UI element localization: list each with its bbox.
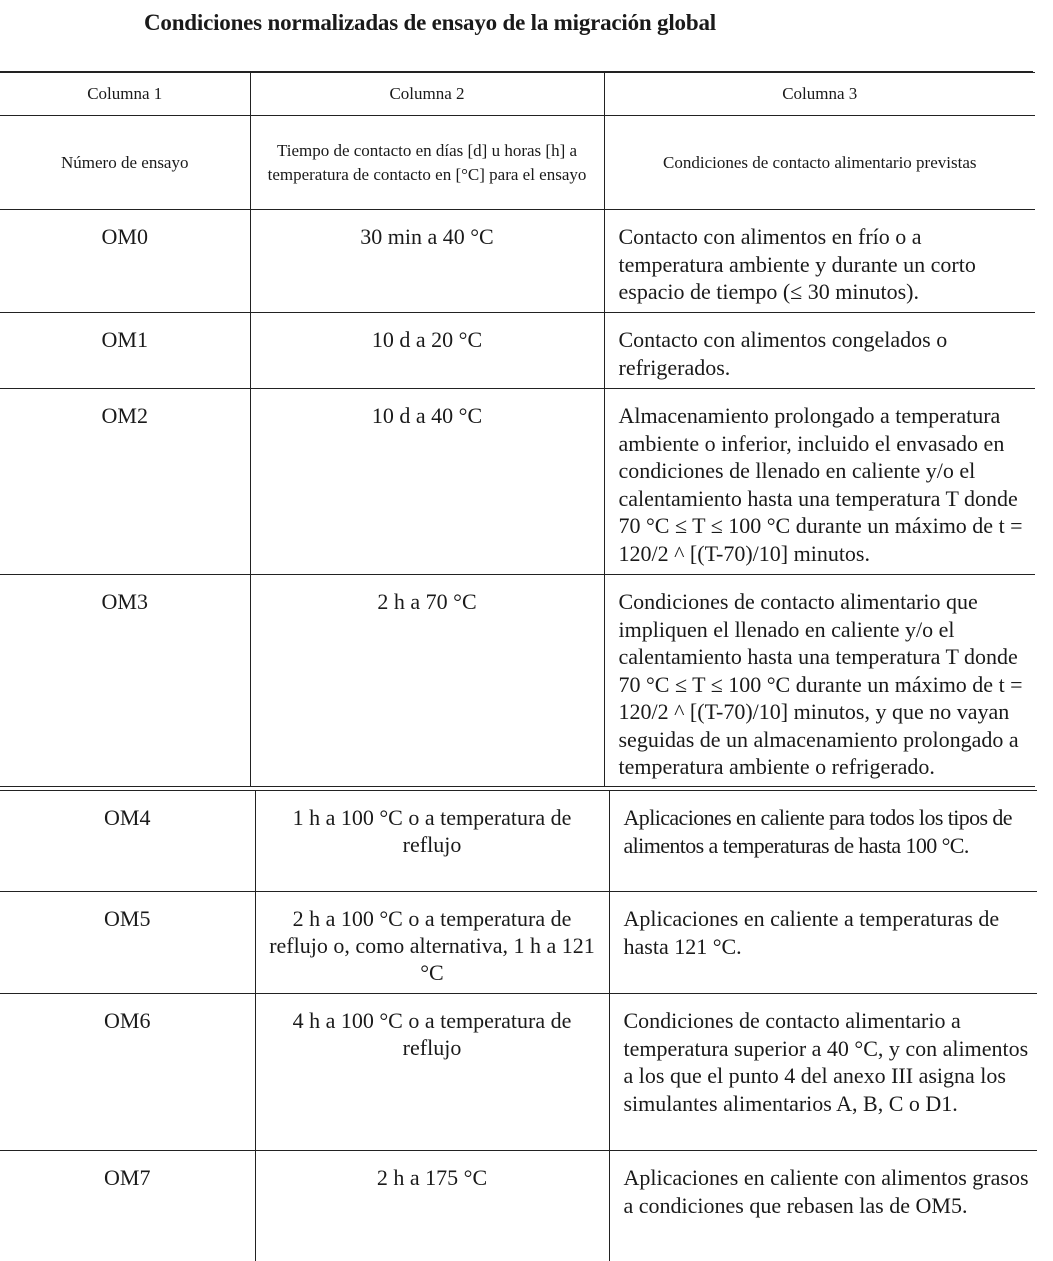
test-conditions-table-lower (0, 790, 1037, 1261)
contact-time-temp: 30 min a 40 °C (250, 210, 604, 313)
contact-time-temp: 2 h a 70 °C (250, 575, 604, 787)
table-row (0, 210, 1035, 313)
table-row (0, 994, 1037, 1151)
table-row (0, 892, 1037, 994)
column-header-1: Columna 1 (0, 73, 250, 116)
contact-conditions: Contacto con alimentos en frío o a temperatura ambiente y durante un corto espacio de tiempo (≤ 30 minutos). (604, 210, 1035, 313)
test-number: OM3 (0, 575, 250, 787)
column-header-row (0, 73, 1035, 116)
test-number: OM5 (0, 892, 255, 994)
test-number: OM4 (0, 791, 255, 892)
contact-time-temp: 2 h a 175 °C (255, 1151, 609, 1261)
contact-conditions: Condiciones de contacto alimentario que impliquen el llenado en caliente y/o el calentamiento hasta una temperatura T donde 70 °C ≤ T ≤ 100 °C durante un máximo de t = 120/2 ^ [(T-70)/10] minutos, y que no vayan seguidas de un almacenamiento prolongado a temperatura ambiente o refrigerado. (604, 575, 1035, 787)
contact-conditions: Contacto con alimentos congelados o refrigerados. (604, 313, 1035, 389)
contact-time-temp: 10 d a 20 °C (250, 313, 604, 389)
subheader-test-number: Número de ensayo (0, 116, 250, 210)
test-number: OM0 (0, 210, 250, 313)
table-row (0, 1151, 1037, 1261)
column-header-3: Columna 3 (604, 73, 1035, 116)
subheader-contact-time: Tiempo de contacto en días [d] u horas [h] a temperatura de contacto en [°C] para el ensayo (250, 116, 604, 210)
column-header-2: Columna 2 (250, 73, 604, 116)
table-row (0, 791, 1037, 892)
contact-conditions: Aplicaciones en caliente con alimentos grasos a condiciones que rebasen las de OM5. (609, 1151, 1037, 1261)
table-row (0, 575, 1035, 787)
contact-time-temp: 1 h a 100 °C o a temperatura de reflujo (255, 791, 609, 892)
contact-conditions: Condiciones de contacto alimentario a temperatura superior a 40 °C, y con alimentos a los que el punto 4 del anexo III asigna los simulantes alimentarios A, B, C o D1. (609, 994, 1037, 1151)
contact-time-temp: 2 h a 100 °C o a temperatura de reflujo o, como alternativa, 1 h a 121 °C (255, 892, 609, 994)
test-number: OM6 (0, 994, 255, 1151)
test-number: OM2 (0, 389, 250, 575)
test-number: OM1 (0, 313, 250, 389)
contact-conditions: Aplicaciones en caliente a temperaturas de hasta 121 °C. (609, 892, 1037, 994)
contact-conditions: Almacenamiento prolongado a temperatura ambiente o inferior, incluido el envasado en condiciones de llenado en caliente y/o el calentamiento hasta una temperatura T donde 70 °C ≤ T ≤ 100 °C durante un máximo de t = 120/2 ^ [(T-70)/10] minutos. (604, 389, 1035, 575)
document-title: Condiciones normalizadas de ensayo de la migración global (144, 10, 716, 35)
subheader-contact-conditions: Condiciones de contacto alimentario previstas (604, 116, 1035, 210)
subheader-row (0, 116, 1035, 210)
test-number: OM7 (0, 1151, 255, 1261)
table-row (0, 389, 1035, 575)
contact-conditions: Aplicaciones en caliente para todos los tipos de alimentos a temperaturas de hasta 100 °C. (609, 791, 1037, 892)
test-conditions-table-upper (0, 72, 1035, 787)
table-row (0, 313, 1035, 389)
contact-time-temp: 10 d a 40 °C (250, 389, 604, 575)
contact-time-temp: 4 h a 100 °C o a temperatura de reflujo (255, 994, 609, 1151)
